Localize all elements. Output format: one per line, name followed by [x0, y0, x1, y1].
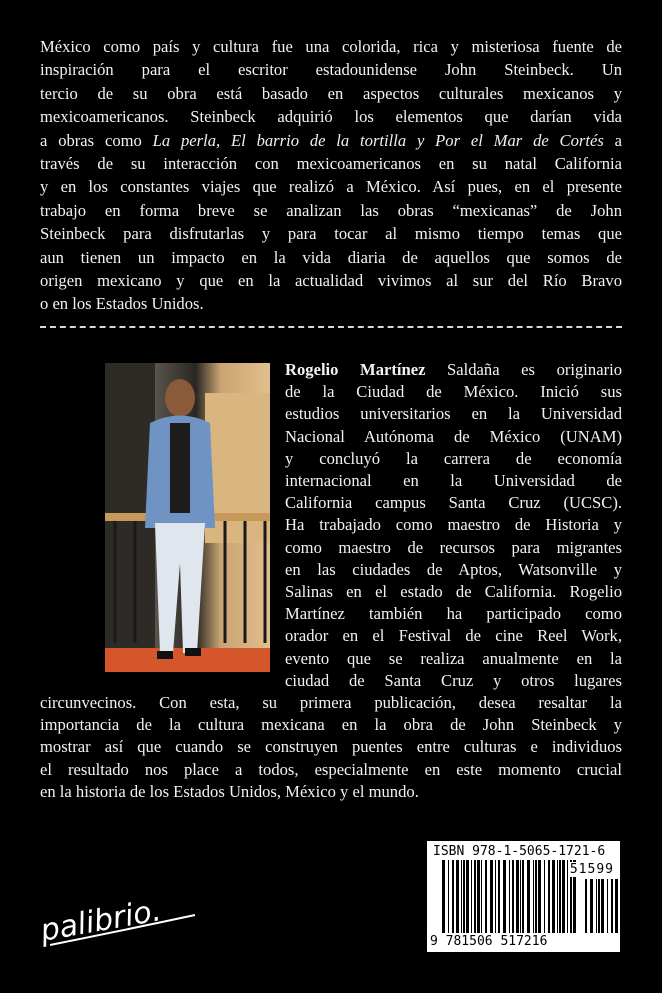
- bar: [474, 860, 476, 933]
- author-photo: [105, 363, 270, 672]
- palibrio-logo: [35, 890, 205, 955]
- bar: [562, 860, 565, 933]
- bar: [535, 860, 537, 933]
- bar: [557, 860, 558, 933]
- bio-line: internacional en la Universidad de: [285, 471, 622, 490]
- bio-line: ciudad de Santa Cruz y otros lugares: [285, 670, 622, 690]
- bio-line: Ha trabajado como maestro de Historia y: [285, 515, 622, 535]
- bar: [442, 860, 445, 933]
- isbn-text: ISBN 978-1-5065-1721-6: [433, 844, 606, 859]
- bar: [503, 860, 506, 933]
- bar: [448, 860, 449, 933]
- bar: [607, 879, 608, 933]
- bar: [477, 860, 480, 933]
- bar: [611, 879, 613, 933]
- bar: [490, 860, 493, 933]
- bio-line: California campus Santa Cruz (UCSC).: [285, 493, 622, 513]
- bar: [533, 860, 534, 933]
- bar: [601, 879, 604, 933]
- bar: [461, 860, 462, 933]
- bio-line: Martínez también ha participado como: [285, 604, 622, 624]
- bar: [585, 879, 587, 933]
- bio-line: [285, 360, 622, 380]
- bio-line: y concluyó la carrera de economía: [285, 448, 622, 468]
- bar: [452, 860, 454, 933]
- bio-line: mostrar así que cuando se construyen puentes entre culturas e individuos: [40, 737, 622, 757]
- svg-text:palibrio.: palibrio.: [37, 893, 164, 949]
- bar: [516, 860, 519, 933]
- bar: [527, 860, 530, 933]
- bar: [509, 860, 510, 933]
- bio-line: en las ciudades de Aptos, Watsonville y: [285, 559, 622, 579]
- bar: [559, 860, 561, 933]
- synopsis-line: origen mexicano y que en la actualidad vivimos al sur del Río Bravo: [40, 271, 622, 290]
- synopsis-line: Steinbeck para disfrutarlas y para tocar al mismo tiempo temas que: [40, 224, 622, 244]
- bar: [466, 860, 469, 933]
- bar: [544, 860, 545, 933]
- bio-line: Salinas en el estado de California. Rogelio: [285, 582, 622, 601]
- bio-line: como maestro de recursos para migrantes: [285, 537, 622, 557]
- bar: [598, 879, 600, 933]
- bar: [567, 860, 568, 933]
- bar: [538, 860, 541, 933]
- bar: [456, 860, 459, 933]
- bar: [485, 860, 487, 933]
- bar: [596, 879, 597, 933]
- bar: [512, 860, 514, 933]
- bio-line: orador en el Festival de cine Reel Work,: [285, 626, 622, 646]
- text-span: Rogelio Martínez: [285, 360, 426, 379]
- bar: [520, 860, 521, 933]
- synopsis-line: tercio de su obra está basado en aspectos culturales mexicanos y: [40, 83, 622, 103]
- bar: [495, 860, 496, 933]
- dashed-divider: [40, 326, 622, 328]
- price-code: 51599: [569, 862, 614, 877]
- bar: [552, 860, 555, 933]
- bar: [463, 860, 465, 933]
- bio-line: circunvecinos. Con esta, su primera publicación, desea resaltar la: [40, 693, 622, 712]
- bar: [590, 879, 593, 933]
- synopsis-line: o en los Estados Unidos.: [40, 294, 204, 314]
- synopsis-line: inspiración para el escritor estadounidense John Steinbeck. Un: [40, 60, 622, 80]
- text-span: a obras como: [40, 130, 153, 150]
- synopsis-line: través de su interacción con mexicoamericanos en su natal California: [40, 154, 622, 173]
- ean-digits: 9 781506 517216: [430, 934, 548, 949]
- bio-line: Nacional Autónoma de México (UNAM): [285, 426, 622, 446]
- bio-line: estudios universitarios en la Universidad: [285, 404, 622, 424]
- text-span: Saldaña es originario: [425, 360, 623, 379]
- bio-line: evento que se realiza anualmente en la: [285, 648, 622, 668]
- synopsis-line: [40, 131, 622, 151]
- text-span: La perla, El barrio de la tortilla y Por el Mar de Cortés: [152, 130, 604, 150]
- synopsis-line: aun tienen un impacto en la vida diaria de aquellos que somos de: [40, 247, 622, 267]
- bar: [548, 860, 550, 933]
- bar: [471, 860, 472, 933]
- bar: [615, 879, 618, 933]
- isbn-barcode: [427, 841, 620, 952]
- text-span: a: [603, 130, 623, 150]
- synopsis-line: mexicoamericanos. Steinbeck adquirió los elementos que darían vida: [40, 107, 622, 127]
- bio-line: en la historia de los Estados Unidos, México y el mundo.: [40, 781, 419, 801]
- bar: [481, 860, 482, 933]
- synopsis-line: México como país y cultura fue una colorida, rica y misteriosa fuente de: [40, 37, 622, 56]
- synopsis-line: trabajo en forma breve se analizan las obras “mexicanas” de John: [40, 200, 622, 220]
- bio-line: el resultado nos place a todos, especialmente en este momento crucial: [40, 759, 622, 779]
- bar: [498, 860, 500, 933]
- synopsis-line: y en los constantes viajes que realizó a México. Así pues, en el presente: [40, 177, 622, 197]
- bio-line: de la Ciudad de México. Inició sus: [285, 382, 622, 402]
- bar: [522, 860, 524, 933]
- bio-line: importancia de la cultura mexicana en la obra de John Steinbeck y: [40, 715, 622, 735]
